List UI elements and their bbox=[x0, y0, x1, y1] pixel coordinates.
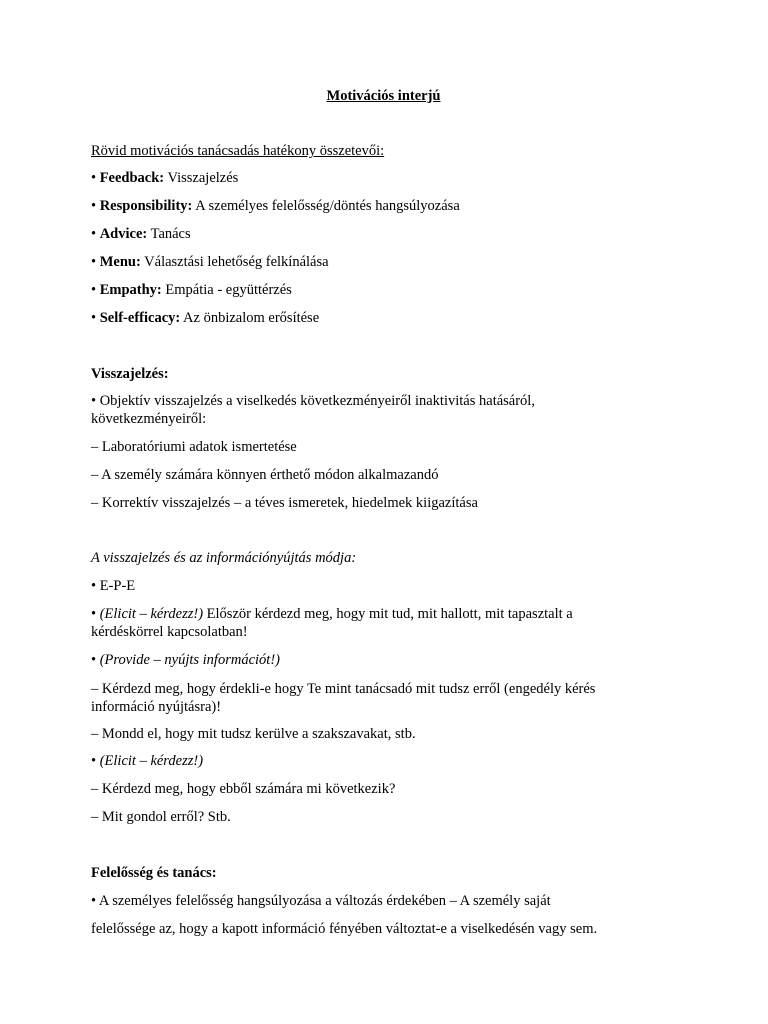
list-item: – Kérdezd meg, hogy ebből számára mi következik? bbox=[91, 781, 396, 797]
intro-heading: Rövid motivációs tanácsadás hatékony összetevői: bbox=[91, 143, 385, 159]
elicit-second-bullet: • (Elicit – kérdezz!) bbox=[91, 753, 204, 769]
page-title: Motivációs interjú bbox=[326, 88, 441, 104]
responsibility-heading: Felelősség és tanács: bbox=[91, 865, 217, 881]
responsibility-line-2: felelőssége az, hogy a kapott információ fényében változtat-e a viselkedésén vagy sem. bbox=[91, 921, 598, 937]
feedback-heading: Visszajelzés: bbox=[91, 366, 169, 382]
list-item: – Laboratóriumi adatok ismertetése bbox=[91, 439, 297, 455]
list-item: – Mit gondol erről? Stb. bbox=[91, 809, 231, 825]
responsibility-line-1: • A személyes felelősség hangsúlyozása a változás érdekében – A személy saját bbox=[91, 893, 551, 909]
list-item: – A személy számára könnyen érthető módon alkalmazandó bbox=[91, 467, 439, 483]
list-item: – Mondd el, hogy mit tudsz kerülve a szakszavakat, stb. bbox=[91, 726, 416, 742]
list-item: • Responsibility: A személyes felelősség/döntés hangsúlyozása bbox=[91, 198, 460, 214]
list-item: • Feedback: Visszajelzés bbox=[91, 170, 239, 186]
epe-bullet: • E-P-E bbox=[91, 578, 136, 594]
feedback-bullet: • Objektív visszajelzés a viselkedés következményeiről inaktivitás hatásáról, következményeiről: bbox=[91, 393, 535, 427]
list-item: – Kérdezd meg, hogy érdekli-e hogy Te mint tanácsadó mit tudsz erről (engedély kérés információ nyújtásra)! bbox=[91, 681, 596, 715]
list-item: • Self-efficacy: Az önbizalom erősítése bbox=[91, 310, 320, 326]
list-item: • Menu: Választási lehetőség felkínálása bbox=[91, 254, 329, 270]
provide-bullet: • (Provide – nyújts információt!) bbox=[91, 652, 280, 668]
epe-heading: A visszajelzés és az információnyújtás módja: bbox=[91, 550, 357, 566]
list-item: – Korrektív visszajelzés – a téves ismeretek, hiedelmek kiigazítása bbox=[91, 495, 478, 511]
elicit-first-paragraph: • (Elicit – kérdezz!) Először kérdezd meg, hogy mit tud, mit hallott, mit tapasztalt a kérdéskörrel kapcsolatban! bbox=[91, 606, 573, 640]
list-item: • Advice: Tanács bbox=[91, 226, 191, 242]
list-item: • Empathy: Empátia - együttérzés bbox=[91, 282, 292, 298]
